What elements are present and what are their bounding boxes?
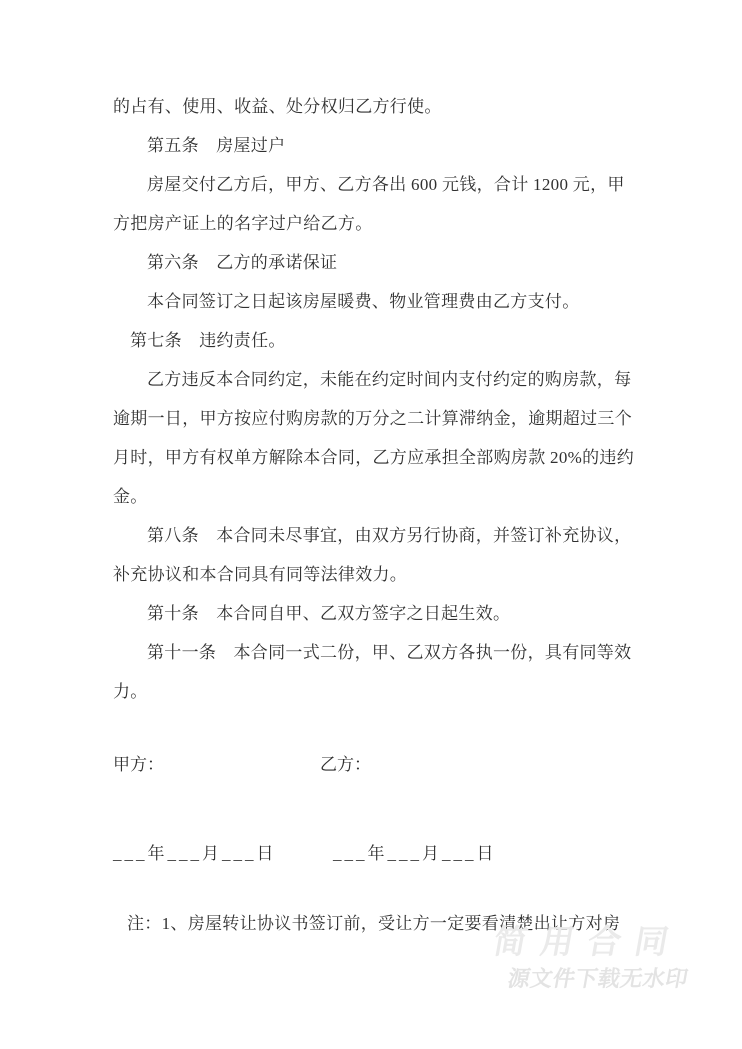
contract-line xyxy=(113,204,643,243)
contract-line xyxy=(113,126,643,165)
contract-line-text: 金。 xyxy=(113,487,148,506)
contract-line-text: 月时，甲方有权单方解除本合同，乙方应承担全部购房款 20%的违约 xyxy=(113,448,635,467)
contract-line-text: 的占有、使用、收益、处分权归乙方行使。 xyxy=(113,97,442,116)
signature-row xyxy=(113,745,643,784)
contract-line-text: 逾期一日，甲方按应付购房款的万分之二计算滞纳金，逾期超过三个 xyxy=(113,409,632,428)
footnote: 注：1、房屋转让协议书签订前，受让方一定要看清楚出让方对房 xyxy=(127,914,621,933)
contract-body xyxy=(113,87,643,711)
contract-line xyxy=(113,360,643,399)
date-row xyxy=(113,834,693,873)
contract-line-text: 方把房产证上的名字过户给乙方。 xyxy=(113,214,373,233)
party-a-date-line: ___年___月___日 xyxy=(113,844,277,863)
contract-line-text: 力。 xyxy=(113,682,148,701)
contract-line-text: 补充协议和本合同具有同等法律效力。 xyxy=(113,565,408,584)
contract-line xyxy=(113,87,643,126)
contract-line xyxy=(113,399,643,438)
party-b-label: 乙方： xyxy=(320,755,371,774)
contract-line-text: 第七条 违约责任。 xyxy=(130,331,286,350)
contract-line-text: 房屋交付乙方后，甲方、乙方各出 600 元钱，合计 1200 元，甲 xyxy=(147,175,625,194)
contract-line xyxy=(113,633,643,672)
contract-line xyxy=(113,555,643,594)
contract-line-text: 第六条 乙方的承诺保证 xyxy=(147,253,338,272)
contract-line xyxy=(113,672,643,711)
watermark-subtitle: 源文件下载无水印 xyxy=(505,966,691,991)
contract-line xyxy=(113,516,643,555)
contract-line xyxy=(113,438,643,477)
contract-line xyxy=(113,321,643,360)
contract-line-text: 乙方违反本合同约定，未能在约定时间内支付约定的购房款，每 xyxy=(147,370,632,389)
contract-line-text: 第八条 本合同未尽事宜，由双方另行协商，并签订补充协议， xyxy=(147,526,632,545)
watermark-title: 简用合同 xyxy=(490,923,686,960)
contract-line xyxy=(113,243,643,282)
party-b-date-line: ___年___月___日 xyxy=(333,844,497,863)
contract-line-text: 第十条 本合同自甲、乙双方签字之日起生效。 xyxy=(147,604,511,623)
contract-line-text: 本合同签订之日起该房屋暖费、物业管理费由乙方支付。 xyxy=(147,292,580,311)
contract-line xyxy=(113,165,643,204)
contract-line xyxy=(113,282,643,321)
contract-line xyxy=(113,594,643,633)
party-a-label: 甲方： xyxy=(113,755,164,774)
contract-line xyxy=(113,477,643,516)
contract-line-text: 第十一条 本合同一式二份，甲、乙双方各执一份，具有同等效 xyxy=(147,643,632,662)
contract-line-text: 第五条 房屋过户 xyxy=(147,136,286,155)
